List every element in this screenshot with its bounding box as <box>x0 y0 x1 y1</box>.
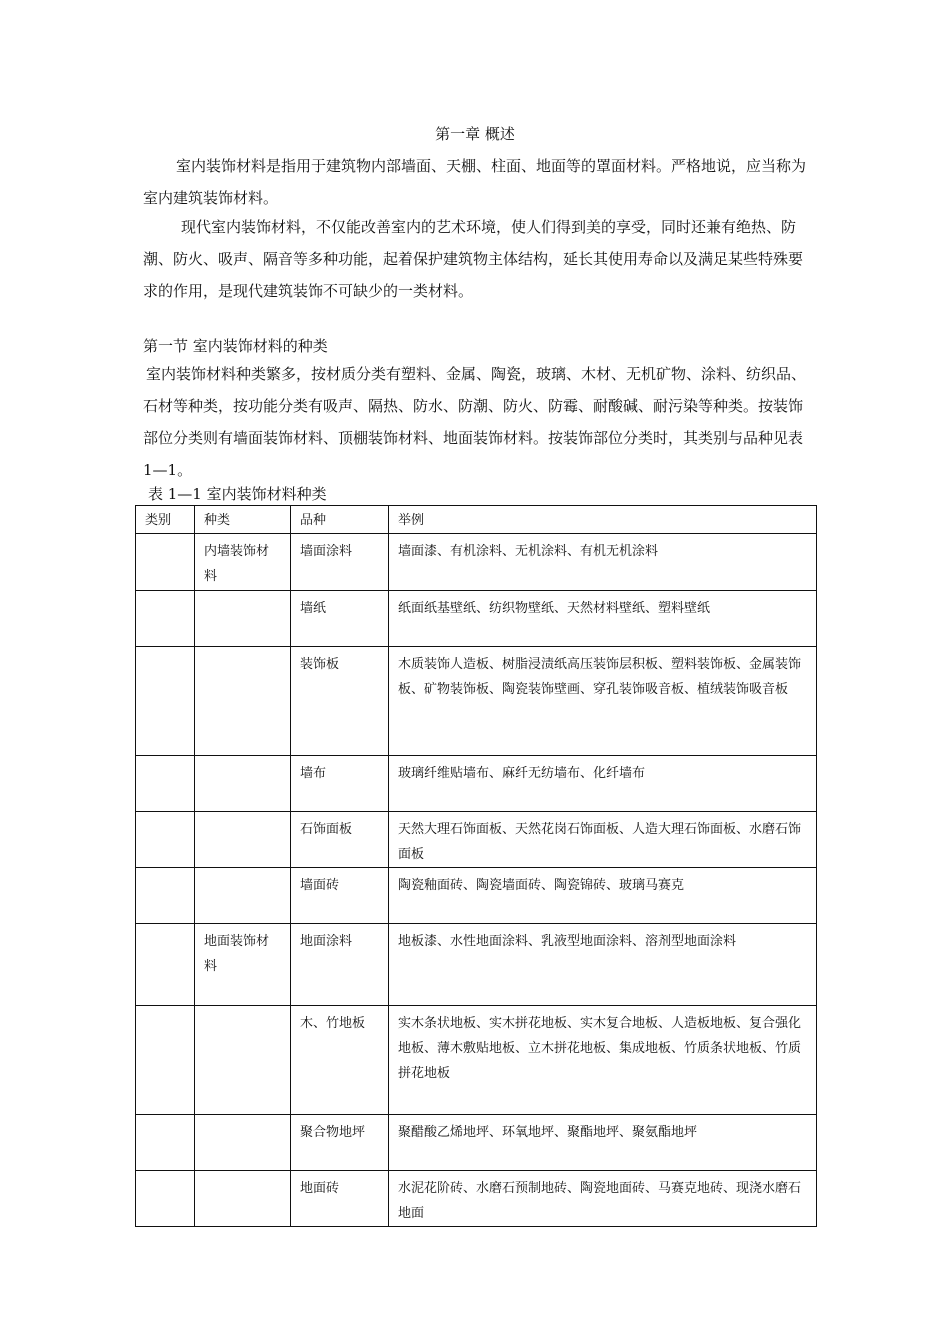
cell-kind <box>195 1115 291 1171</box>
table-row <box>136 756 817 812</box>
cell-example: 木质装饰人造板、树脂浸渍纸高压装饰层积板、塑料装饰板、金属装饰板、矿物装饰板、陶瓷装饰壁画、穿孔装饰吸音板、植绒装饰吸音板 <box>389 647 817 756</box>
cell-category <box>136 1115 195 1171</box>
table-row <box>136 812 817 868</box>
cell-variety: 墙纸 <box>291 591 389 647</box>
cell-variety: 聚合物地坪 <box>291 1115 389 1171</box>
header-variety: 品种 <box>291 506 389 534</box>
cell-variety: 地面砖 <box>291 1171 389 1227</box>
cell-variety: 装饰板 <box>291 647 389 756</box>
cell-example: 墙面漆、有机涂料、无机涂料、有机无机涂料 <box>389 534 817 591</box>
table-row <box>136 1006 817 1115</box>
cell-example: 聚醋酸乙烯地坪、环氧地坪、聚酯地坪、聚氨酯地坪 <box>389 1115 817 1171</box>
cell-kind <box>195 591 291 647</box>
cell-kind <box>195 812 291 868</box>
cell-kind <box>195 756 291 812</box>
cell-category <box>136 924 195 1006</box>
cell-category <box>136 647 195 756</box>
table-row <box>136 1171 817 1227</box>
table-caption: 表 1—1 室内装饰材料种类 <box>148 485 327 503</box>
cell-category <box>136 812 195 868</box>
cell-example: 水泥花阶砖、水磨石预制地砖、陶瓷地面砖、马赛克地砖、现浇水磨石地面 <box>389 1171 817 1227</box>
table-row <box>136 591 817 647</box>
materials-table <box>135 505 817 1227</box>
cell-category <box>136 591 195 647</box>
section-title: 第一节 室内装饰材料的种类 <box>143 337 328 355</box>
cell-kind <box>195 1171 291 1227</box>
table-row <box>136 647 817 756</box>
cell-example: 天然大理石饰面板、天然花岗石饰面板、人造大理石饰面板、水磨石饰面板 <box>389 812 817 868</box>
header-category: 类别 <box>136 506 195 534</box>
section-paragraph: 室内装饰材料种类繁多，按材质分类有塑料、金属、陶瓷，玻璃、木材、无机矿物、涂料、纺织品、石材等种类，按功能分类有吸声、隔热、防水、防潮、防火、防霉、耐酸碱、耐污染等种类。按装饰部位分类则有墙面装饰材料、顶棚装饰材料、地面装饰材料。按装饰部位分类时，其类别与品种见表 1—1。 <box>143 365 807 479</box>
cell-kind: 内墙装饰材料 <box>195 534 291 591</box>
cell-example: 陶瓷釉面砖、陶瓷墙面砖、陶瓷锦砖、玻璃马赛克 <box>389 868 817 924</box>
intro-paragraph-1: 室内装饰材料是指用于建筑物内部墙面、天棚、柱面、地面等的罩面材料。严格地说，应当称为室内建筑装饰材料。 <box>143 157 807 207</box>
intro-paragraph-2: 现代室内装饰材料，不仅能改善室内的艺术环境，使人们得到美的享受，同时还兼有绝热、防潮、防火、吸声、隔音等多种功能，起着保护建筑物主体结构，延长其使用寿命以及满足某些特殊要求的作用，是现代建筑装饰不可缺少的一类材料。 <box>143 218 804 300</box>
cell-category <box>136 756 195 812</box>
cell-example: 玻璃纤维贴墙布、麻纤无纺墙布、化纤墙布 <box>389 756 817 812</box>
header-example: 举例 <box>389 506 817 534</box>
table-row <box>136 534 817 591</box>
cell-example: 实木条状地板、实木拼花地板、实木复合地板、人造板地板、复合强化地板、薄木敷贴地板、立木拼花地板、集成地板、竹质条状地板、竹质拼花地板 <box>389 1006 817 1115</box>
cell-variety: 木、竹地板 <box>291 1006 389 1115</box>
cell-kind <box>195 1006 291 1115</box>
cell-variety: 墙布 <box>291 756 389 812</box>
cell-variety: 地面涂料 <box>291 924 389 1006</box>
table-row <box>136 924 817 1006</box>
cell-kind: 地面装饰材料 <box>195 924 291 1006</box>
table-row <box>136 868 817 924</box>
cell-category <box>136 1006 195 1115</box>
cell-category <box>136 868 195 924</box>
cell-variety: 墙面涂料 <box>291 534 389 591</box>
cell-category <box>136 1171 195 1227</box>
cell-example: 地板漆、水性地面涂料、乳液型地面涂料、溶剂型地面涂料 <box>389 924 817 1006</box>
cell-example: 纸面纸基壁纸、纺织物壁纸、天然材料壁纸、塑料壁纸 <box>389 591 817 647</box>
chapter-title: 第一章 概述 <box>435 125 515 143</box>
table-row <box>136 1115 817 1171</box>
cell-kind <box>195 647 291 756</box>
cell-variety: 石饰面板 <box>291 812 389 868</box>
header-kind: 种类 <box>195 506 291 534</box>
cell-variety: 墙面砖 <box>291 868 389 924</box>
table-header-row <box>136 506 817 534</box>
cell-kind <box>195 868 291 924</box>
cell-category <box>136 534 195 591</box>
